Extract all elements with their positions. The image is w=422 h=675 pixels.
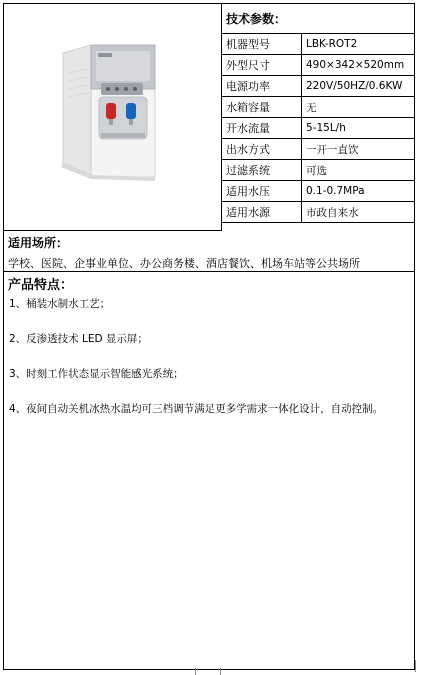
- water-dispenser-image: [3, 3, 222, 231]
- spec-value: 市政自来水: [302, 202, 415, 223]
- spec-key: 适用水压: [222, 181, 302, 202]
- spec-row: [222, 34, 415, 55]
- spec-value: 无: [302, 97, 415, 118]
- spec-row: [222, 55, 415, 76]
- usage-section: [3, 230, 415, 272]
- spec-value: 5-15L/h: [302, 118, 415, 139]
- spec-value: 220V/50HZ/0.6KW: [302, 76, 415, 97]
- spec-row: [222, 181, 415, 202]
- spec-value: 490×342×520mm: [302, 55, 415, 76]
- spec-key: 出水方式: [222, 139, 302, 160]
- spec-key: 机器型号: [222, 34, 302, 55]
- spec-row: [222, 76, 415, 97]
- usage-title: 适用场所：: [8, 236, 69, 250]
- spec-row: [222, 118, 415, 139]
- feature-item: 4、夜间自动关机冰热水温均可三档调节满足更多学需求一体化设计，自动控制。: [9, 403, 384, 415]
- spec-value: 0.1-0.7MPa: [302, 181, 415, 202]
- spec-header: 技术参数：: [222, 4, 415, 34]
- feature-item: 3、时刻工作状态显示智能感光系统；: [9, 368, 184, 380]
- spec-table: [221, 3, 415, 223]
- spec-value: LBK-ROT2: [302, 34, 415, 55]
- spec-value: 一开一直饮: [302, 139, 415, 160]
- spec-key: 外型尺寸: [222, 55, 302, 76]
- page-edge-mark: [415, 660, 421, 672]
- spec-row: [222, 202, 415, 223]
- spec-row: [222, 97, 415, 118]
- spec-key: 电源功率: [222, 76, 302, 97]
- product-image-cell: [3, 3, 222, 231]
- feature-item: 1、桶装水制水工艺；: [9, 298, 111, 310]
- features-title: 产品特点：: [8, 278, 74, 293]
- feature-item: 2、反渗透技术 LED 显示屏；: [9, 333, 148, 345]
- usage-content: 学校、医院、企事业单位、办公商务楼、酒店餐饮、机场车站等公共场所: [8, 257, 360, 270]
- spec-value: 可选: [302, 160, 415, 181]
- page-edge-mark: [195, 668, 221, 675]
- spec-row: [222, 139, 415, 160]
- features-section: [3, 272, 415, 295]
- spec-key: 开水流量: [222, 118, 302, 139]
- spec-key: 适用水源: [222, 202, 302, 223]
- spec-key: 过滤系统: [222, 160, 302, 181]
- spec-row: [222, 160, 415, 181]
- spec-key: 水箱容量: [222, 97, 302, 118]
